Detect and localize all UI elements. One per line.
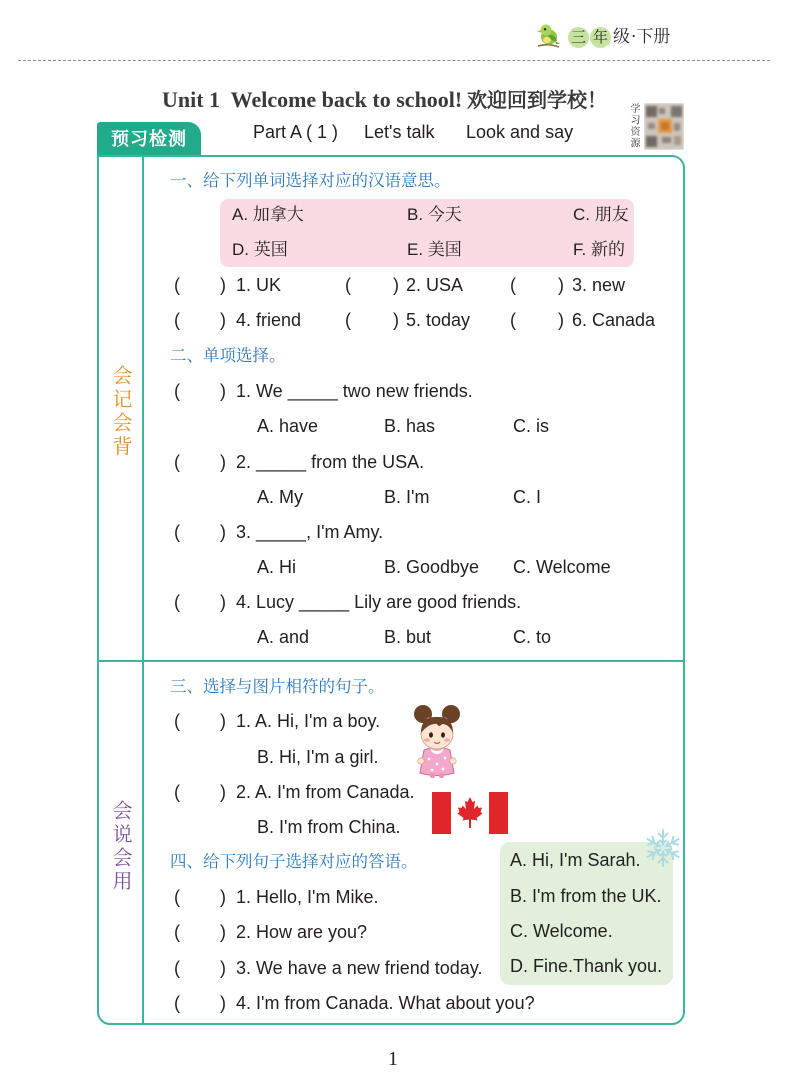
picture-question-option-b: B. Hi, I'm a girl.	[257, 747, 379, 767]
word-item: 3. new	[572, 275, 626, 295]
answer-bracket-close: )	[220, 381, 226, 401]
word-option: D. 英国	[232, 240, 288, 259]
grade-char-circled: 年	[590, 27, 611, 48]
answer-bracket-open: (	[174, 452, 180, 472]
answer-bracket-close: )	[220, 711, 226, 731]
answer-bracket-open: (	[345, 275, 351, 295]
lesson-look-and-say: Look and say	[466, 122, 574, 142]
picture-question-option-a: 1. A. Hi, I'm a boy.	[236, 711, 381, 731]
section4-heading: 四、给下列句子选择对应的答语。	[170, 853, 418, 871]
canada-flag-icon	[432, 792, 508, 834]
picture-question-option-a: 2. A. I'm from Canada.	[236, 782, 415, 802]
answer-bracket-open: (	[510, 275, 516, 295]
answer-bracket-close: )	[220, 922, 226, 942]
answer-bracket-close: )	[220, 522, 226, 542]
choice-option: C. is	[513, 416, 549, 436]
girl-illustration	[412, 703, 462, 779]
answer-bracket-open: (	[174, 381, 180, 401]
answer-bracket-close: )	[220, 993, 226, 1013]
answer-bracket-close: )	[220, 452, 226, 472]
answer-bracket-open: (	[174, 711, 180, 731]
answer-bracket-open: (	[510, 310, 516, 330]
word-item: 4. friend	[236, 310, 302, 330]
response-option: A. Hi, I'm Sarah.	[510, 850, 641, 870]
section2-heading: 二、单项选择。	[170, 347, 286, 365]
answer-bracket-close: )	[220, 887, 226, 907]
response-option: C. Welcome.	[510, 921, 613, 941]
grade-char: 级	[613, 27, 630, 47]
lesson-part: Part A ( 1 )	[253, 122, 339, 142]
section1-heading: 一、给下列单词选择对应的汉语意思。	[170, 172, 451, 190]
word-item: 5. today	[406, 310, 471, 330]
answer-bracket-open: (	[174, 958, 180, 978]
section3-heading: 三、选择与图片相符的句子。	[170, 678, 385, 696]
word-option: C. 朋友	[573, 205, 629, 224]
volume-label: ·下册	[631, 27, 671, 47]
answer-bracket-close: )	[220, 782, 226, 802]
answer-bracket-close: )	[220, 310, 226, 330]
answer-bracket-open: (	[174, 275, 180, 295]
response-question: 2. How are you?	[236, 922, 368, 942]
word-option: B. 今天	[407, 205, 462, 224]
choice-option: B. I'm	[384, 487, 430, 507]
side-label-memorize: 会记会背	[109, 365, 133, 459]
answer-bracket-close: )	[393, 310, 399, 330]
preview-test-tab: 预习检测	[97, 122, 201, 157]
picture-question-option-b: B. I'm from China.	[257, 817, 401, 837]
choice-option: B. but	[384, 627, 432, 647]
choice-option: B. Goodbye	[384, 557, 480, 577]
answer-bracket-close: )	[220, 275, 226, 295]
answer-bracket-open: (	[174, 592, 180, 612]
choice-option: A. and	[257, 627, 310, 647]
answer-bracket-close: )	[558, 275, 564, 295]
choice-question: 2. _____ from the USA.	[236, 452, 425, 472]
header-divider	[18, 60, 770, 61]
answer-bracket-open: (	[174, 782, 180, 802]
answer-bracket-open: (	[174, 310, 180, 330]
response-question: 1. Hello, I'm Mike.	[236, 887, 379, 907]
answer-bracket-close: )	[393, 275, 399, 295]
resources-label: 学习资源	[628, 103, 639, 149]
choice-option: C. Welcome	[513, 557, 611, 577]
choice-question: 3. _____, I'm Amy.	[236, 522, 384, 542]
choice-option: A. My	[257, 487, 304, 507]
section-divider	[98, 660, 684, 662]
unit-title: Unit 1 Welcome back to school!	[162, 87, 463, 112]
page-number: 1	[388, 1048, 398, 1070]
word-option: F. 新的	[573, 240, 625, 259]
choice-question: 1. We _____ two new friends.	[236, 381, 473, 401]
answer-bracket-open: (	[174, 887, 180, 907]
unit-title-chinese: 欢迎回到学校！	[467, 88, 607, 112]
answer-bracket-close: )	[558, 310, 564, 330]
answer-bracket-open: (	[174, 522, 180, 542]
response-option: B. I'm from the UK.	[510, 886, 662, 906]
choice-option: C. to	[513, 627, 552, 647]
answer-bracket-close: )	[220, 592, 226, 612]
column-divider	[142, 156, 144, 1023]
response-question: 3. We have a new friend today.	[236, 958, 483, 978]
answer-bracket-open: (	[174, 922, 180, 942]
answer-bracket-open: (	[174, 993, 180, 1013]
word-item: 2. USA	[406, 275, 464, 295]
word-option: A. 加拿大	[232, 205, 304, 224]
qr-code-icon	[644, 103, 684, 150]
choice-question: 4. Lucy _____ Lily are good friends.	[236, 592, 522, 612]
bird-icon	[535, 22, 561, 50]
response-option: D. Fine.Thank you.	[510, 956, 663, 976]
answer-bracket-close: )	[220, 958, 226, 978]
side-label-speak: 会说会用	[109, 800, 133, 894]
word-item: 1. UK	[236, 275, 282, 295]
lesson-talk: Let's talk	[364, 122, 435, 142]
choice-option: A. have	[257, 416, 319, 436]
choice-option: C. I	[513, 487, 542, 507]
grade-char-circled: 三	[568, 27, 589, 48]
snowflake-icon	[643, 828, 683, 868]
answer-bracket-open: (	[345, 310, 351, 330]
word-item: 6. Canada	[572, 310, 656, 330]
choice-option: A. Hi	[257, 557, 297, 577]
choice-option: B. has	[384, 416, 436, 436]
response-question: 4. I'm from Canada. What about you?	[236, 993, 535, 1013]
word-option: E. 美国	[407, 240, 462, 259]
